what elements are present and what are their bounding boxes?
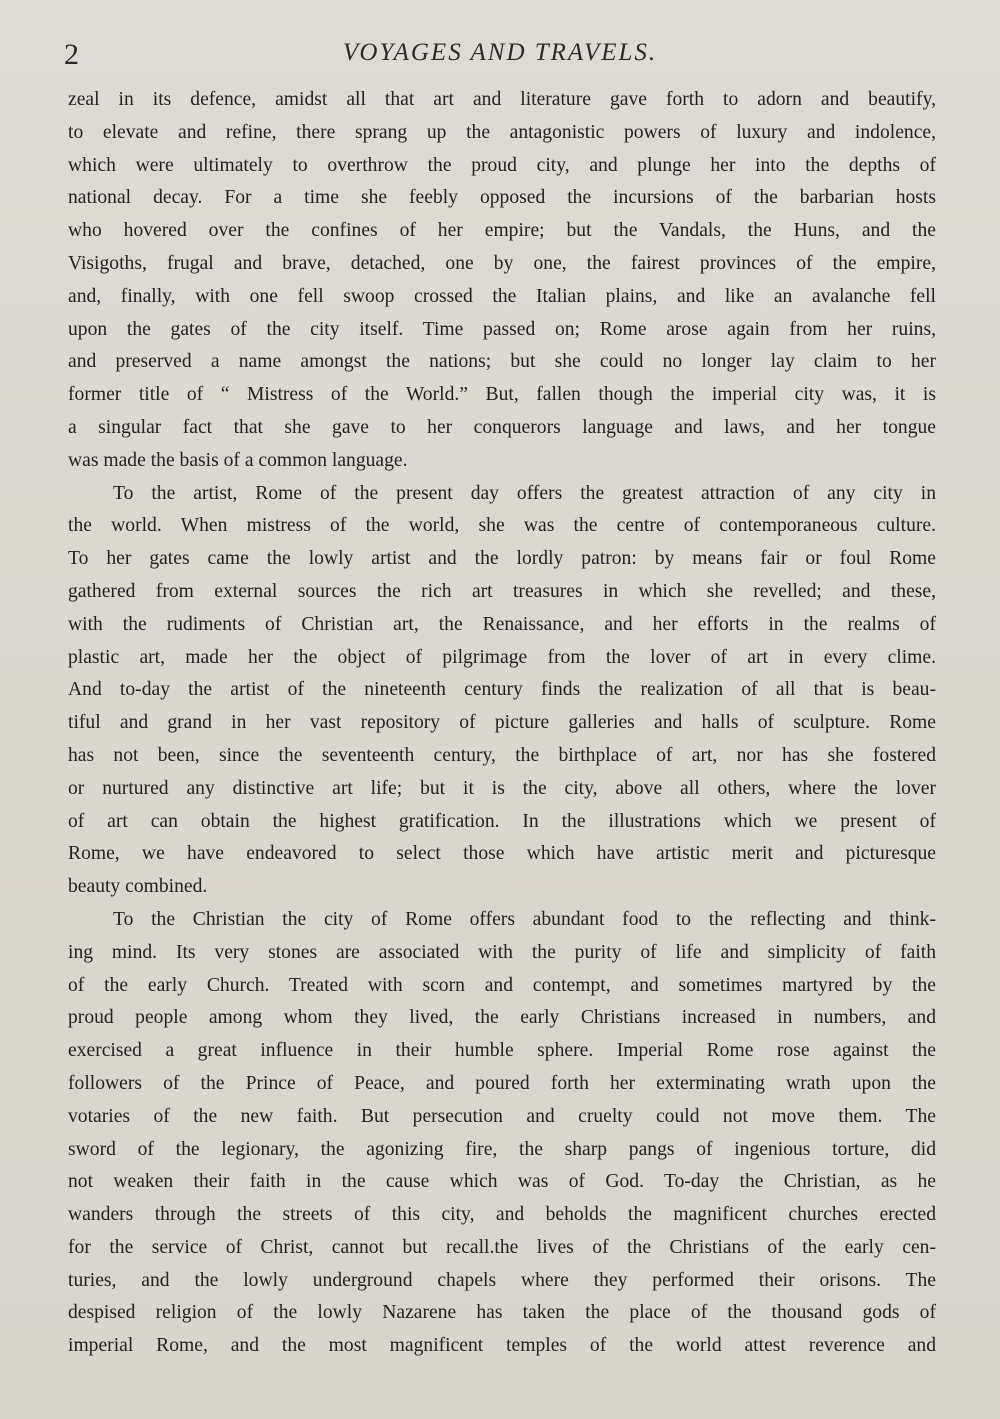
text-line: votaries of the new faith. But persecution and cruelty could not move them. The <box>68 1105 936 1127</box>
text-line: the world. When mistress of the world, she was the centre of contemporaneous culture. <box>68 515 936 537</box>
text-line: Visigoths, frugal and brave, detached, one by one, the fairest provinces of the empire, <box>68 252 936 274</box>
text-line: who hovered over the confines of her empire; but the Vandals, the Huns, and the <box>68 220 936 242</box>
text-line: To the artist, Rome of the present day offers the greatest attraction of any city in <box>113 482 936 504</box>
text-line: And to-day the artist of the nineteenth century finds the realization of all that is beau- <box>68 679 936 701</box>
paragraph-2 <box>68 478 936 904</box>
text-line: and, finally, with one fell swoop crossed the Italian plains, and like an avalanche fell <box>68 285 936 307</box>
text-line: of the early Church. Treated with scorn and contempt, and sometimes martyred by the <box>68 974 936 996</box>
paragraph-1 <box>68 84 936 478</box>
text-line: To the Christian the city of Rome offers abundant food to the reflecting and think- <box>113 908 936 930</box>
text-line: or nurtured any distinctive art life; but it is the city, above all others, where the lover <box>68 777 936 799</box>
text-line: of art can obtain the highest gratification. In the illustrations which we present of <box>68 810 936 832</box>
text-line: sword of the legionary, the agonizing fire, the sharp pangs of ingenious torture, did <box>68 1138 936 1160</box>
text-line: was made the basis of a common language. <box>68 449 408 471</box>
text-line: despised religion of the lowly Nazarene has taken the place of the thousand gods of <box>68 1302 936 1324</box>
text-line: exercised a great influence in their humble sphere. Imperial Rome rose against the <box>68 1040 936 1062</box>
text-line: former title of “ Mistress of the World.” But, fallen though the imperial city was, it is <box>68 384 936 406</box>
text-line: ing mind. Its very stones are associated with the purity of life and simplicity of faith <box>68 941 936 963</box>
text-line: a singular fact that she gave to her conquerors language and laws, and her tongue <box>68 416 936 438</box>
text-line: zeal in its defence, amidst all that art and literature gave forth to adorn and beautify, <box>68 89 936 110</box>
text-line: To her gates came the lowly artist and the lordly patron: by means fair or foul Rome <box>68 548 936 570</box>
text-line: imperial Rome, and the most magnificent temples of the world attest reverence and <box>68 1335 936 1357</box>
text-line: wanders through the streets of this city, and beholds the magnificent churches erected <box>68 1204 936 1226</box>
text-line: and preserved a name amongst the nations; but she could no longer lay claim to her <box>68 351 936 373</box>
text-line: with the rudiments of Christian art, the Renaissance, and her efforts in the realms of <box>68 613 936 635</box>
text-line: to elevate and refine, there sprang up the antagonistic powers of luxury and indolence, <box>68 121 936 143</box>
text-line: beauty combined. <box>68 876 208 898</box>
text-line: proud people among whom they lived, the early Christians increased in numbers, and <box>68 1007 936 1029</box>
text-line: tiful and grand in her vast repository of picture galleries and halls of sculpture. Rome <box>68 712 936 734</box>
text-line: which were ultimately to overthrow the proud city, and plunge her into the depths of <box>68 154 936 176</box>
text-line: for the service of Christ, cannot but recall.the lives of the Christians of the early cen- <box>68 1236 936 1258</box>
paragraph-3 <box>68 904 936 1363</box>
page-number: 2 <box>64 38 79 71</box>
body-text <box>68 84 936 1363</box>
text-line: followers of the Prince of Peace, and poured forth her exterminating wrath upon the <box>68 1072 936 1094</box>
text-line: Rome, we have endeavored to select those which have artistic merit and picturesque <box>68 843 936 865</box>
text-line: upon the gates of the city itself. Time passed on; Rome arose again from her ruins, <box>68 318 936 340</box>
text-line: turies, and the lowly underground chapels where they performed their orisons. The <box>68 1269 936 1291</box>
text-line: plastic art, made her the object of pilgrimage from the lover of art in every clime. <box>68 646 936 668</box>
text-line: not weaken their faith in the cause which was of God. To-day the Christian, as he <box>68 1171 936 1193</box>
text-line: has not been, since the seventeenth century, the birthplace of art, nor has she fostered <box>68 744 936 766</box>
running-title: VOYAGES AND TRAVELS. <box>342 39 658 66</box>
text-line: national decay. For a time she feebly opposed the incursions of the barbarian hosts <box>68 187 936 209</box>
text-line: gathered from external sources the rich art treasures in which she revelled; and these, <box>68 580 936 602</box>
